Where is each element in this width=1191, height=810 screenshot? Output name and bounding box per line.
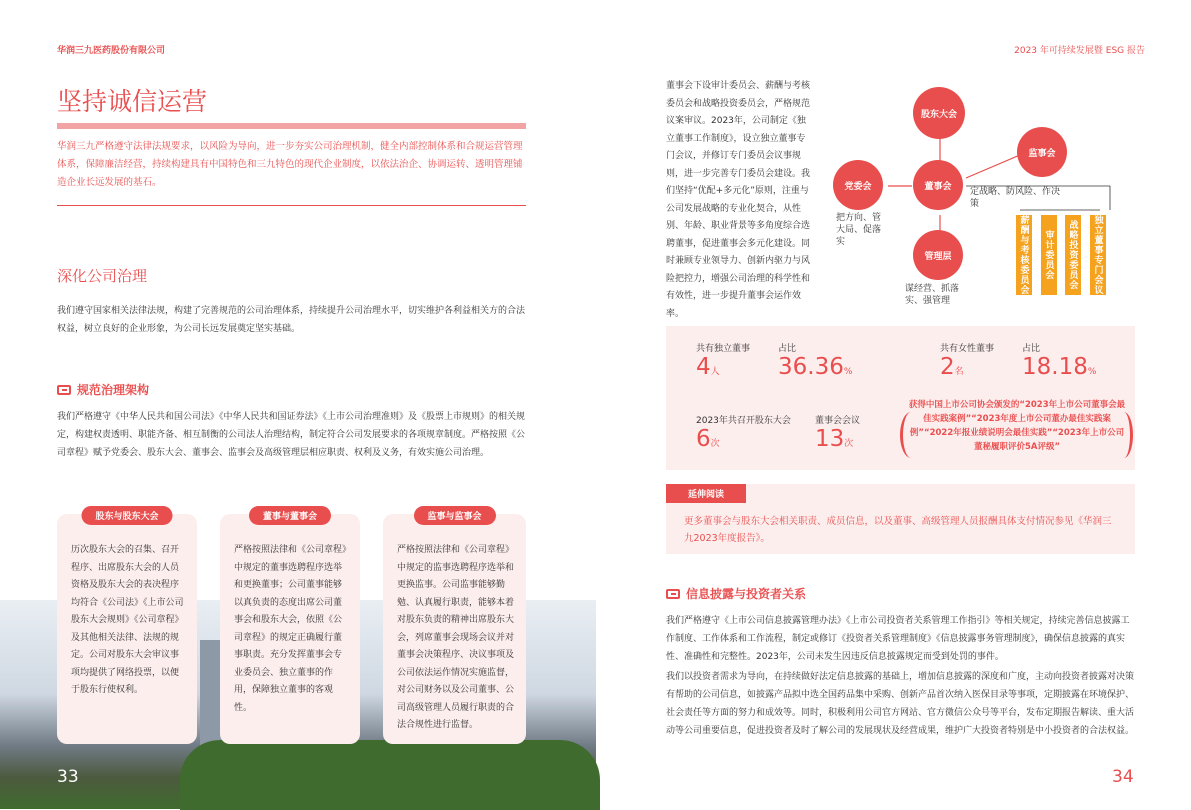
extended-reading-text: 更多董事会与股东大会相关职责、成员信息，以及董事、高级管理人员报酬具体支付情况参见《华润三九2023年度报告》。 bbox=[684, 516, 1112, 544]
stat-number: 36.36 bbox=[778, 354, 844, 380]
company-name: 华润三九医药股份有限公司 bbox=[57, 46, 166, 56]
book-icon bbox=[666, 589, 680, 599]
book-icon bbox=[57, 385, 71, 395]
stat-female-value bbox=[940, 354, 964, 380]
committee-compensation: 薪酬与考核委员会 bbox=[1016, 215, 1032, 295]
stat-unit: 次 bbox=[710, 439, 720, 449]
report-title: 2023 年可持续发展暨 ESG 报告 bbox=[1014, 46, 1145, 56]
intro-text: 华润三九严格遵守法律法规要求，以风险为导向，进一步夯实公司治理机制，健全内部控制体系和合规运营管理体系，保障廉洁经营，持续构建具有中国特色和三九特色的现代企业制度，以依法治企、协调运转、透明管理铺造企业长远发展的基石。 bbox=[57, 141, 523, 188]
page-title: 坚持诚信运营 bbox=[57, 87, 208, 116]
stat-ratio2-label: 占比 bbox=[1022, 344, 1041, 354]
sub-heading-disclosure bbox=[666, 585, 806, 602]
stat-ratio1-label: 占比 bbox=[778, 344, 797, 354]
stat-meetings-label: 2023年共召开股东大会 bbox=[696, 416, 791, 426]
card-supervisors bbox=[383, 514, 526, 744]
sub-heading-label: 信息披露与投资者关系 bbox=[686, 587, 807, 601]
governance-text: 我们严格遵守《中华人民共和国公司法》《中华人民共和国证券法》《上市公司治理准则》及《股票上市规则》的相关规定，构建权责透明、职能齐备、相互制衡的公司法人治理结构，制定符合公司发展要求的各项规章制度。严格按照《公司章程》赋予党委会、股东大会、董事会、监事会及高级管理层相应职责、权利及义务，有效实施公司治理。 bbox=[57, 412, 526, 458]
node-supervisory: 监事会 bbox=[1017, 127, 1067, 177]
sub-heading-governance bbox=[57, 381, 149, 398]
sub-heading-label: 规范治理架构 bbox=[77, 383, 150, 397]
stat-board-value bbox=[815, 426, 853, 452]
stat-indep-label: 共有独立董事 bbox=[696, 344, 751, 354]
stat-female-label: 共有女性董事 bbox=[940, 344, 995, 354]
stat-unit: 人 bbox=[710, 367, 720, 377]
stat-unit: % bbox=[843, 367, 853, 377]
stat-number: 4 bbox=[696, 354, 711, 380]
connector-line bbox=[966, 155, 1020, 178]
board-note: 定战略、防风险、作决策 bbox=[970, 187, 1061, 209]
card-text: 严格按照法律和《公司章程》中规定的监事选聘程序选举和更换监事。公司监事能够勤勉、认真履行职责，能够本着对股东负责的精神出席股东大会，列席董事会现场会议并对董事会决策程序、决议事项及公司依法运作情况实施监督，对公司财务以及公司董事、公司高级管理人员履行职责的合法合规性进行监督。 bbox=[397, 545, 515, 730]
card-tag: 股东与股东大会 bbox=[81, 506, 172, 525]
stat-board-label: 董事会会议 bbox=[815, 416, 861, 426]
stat-unit: 名 bbox=[954, 367, 964, 377]
mgmt-note: 谋经营、抓落实、强管理 bbox=[905, 284, 960, 306]
stat-number: 18.18 bbox=[1022, 354, 1088, 380]
committee-independent: 独立董事专门会议 bbox=[1090, 215, 1106, 295]
page-number-left: 33 bbox=[57, 767, 79, 787]
stat-ratio1-value bbox=[778, 354, 852, 380]
stat-unit: % bbox=[1087, 367, 1097, 377]
page-number-right: 34 bbox=[1112, 767, 1134, 787]
committee-strategy: 战略投资委员会 bbox=[1065, 215, 1081, 295]
stat-number: 6 bbox=[696, 426, 711, 452]
stat-ratio2-value bbox=[1022, 354, 1096, 380]
party-note: 把方向、管大局、促落实 bbox=[836, 213, 882, 247]
stat-unit: 次 bbox=[844, 439, 854, 449]
node-shareholders: 股东大会 bbox=[913, 87, 965, 139]
section-text: 我们遵守国家相关法律法规，构建了完善规范的公司治理体系，持续提升公司治理水平，切实维护各利益相关方的合法权益，树立良好的企业形象，为公司长远发展奠定坚实基础。 bbox=[57, 306, 526, 334]
board-text: 董事会下设审计委员会、薪酬与考核委员会和战略投资委员会，严格规范议案审议。2023年，公司制定《独立董事工作制度》，设立独立董事专门会议，并修订专门委员会议事规则，进一步完善专门委员会建设。我们坚持“优配+多元化”原则，注重与公司发展战略的专业化契合，从性别、年龄、职业背景等多角度综合选聘董事，促进董事会多元化建设。同时兼顾专业领导力、创新内驱力与风险把控力，增强公司治理的科学性和有效性，进一步提升董事会运作效率。 bbox=[666, 81, 811, 319]
stat-number: 13 bbox=[815, 426, 845, 452]
title-divider bbox=[57, 123, 526, 129]
card-shareholders bbox=[57, 514, 197, 744]
extended-reading-tag: 延伸阅读 bbox=[666, 484, 746, 503]
intro-divider bbox=[57, 205, 526, 206]
stat-number: 2 bbox=[940, 354, 955, 380]
card-text: 历次股东大会的召集、召开程序、出席股东大会的人员资格及股东大会的表决程序均符合《公司法》《上市公司股东大会规则》《公司章程》及其他相关法律、法规的规定。公司对股东大会审议事项均提供了网络投票，以便于股东行使权利。 bbox=[71, 545, 184, 695]
stat-indep-value bbox=[696, 354, 720, 380]
card-tag: 监事与监事会 bbox=[413, 506, 495, 525]
section-title: 深化公司治理 bbox=[57, 267, 148, 285]
node-party: 党委会 bbox=[833, 160, 883, 210]
card-tag: 董事与董事会 bbox=[249, 506, 331, 525]
card-directors bbox=[220, 514, 360, 744]
disclosure-text-2: 我们以投资者需求为导向，在持续做好法定信息披露的基础上，增加信息披露的深度和广度，主动向投资者披露对决策有帮助的公司信息，如披露产品拟中选全国药品集中采购、创新产品首次纳入医保目录等事项，定期披露在环境保护、社会责任等方面的努力和成效等。同时，积极利用公司官方网站、官方微信公众号等平台，发布定期报告解读、重大活动等公司重要信息，促进投资者及时了解公司的发展现状及经营成果，维护广大投资者特别是中小投资者的合法权益。 bbox=[666, 672, 1135, 736]
award-text: 获得中国上市公司协会颁发的“2023年上市公司董事会最佳实践案例”“2023年度上市公司董办最佳实践案例”“2022年报业绩说明会最佳实践”“2023年上市公司董秘履职评价5A评级” bbox=[908, 400, 1126, 452]
disclosure-text-1: 我们严格遵守《上市公司信息披露管理办法》《上市公司投资者关系管理工作指引》等相关规定，持续完善信息披露工作制度、工作体系和工作流程，制定或修订《投资者关系管理制度》《信息披露事务管理制度》，确保信息披露的真实性、准确性和完整性。2023年，公司未发生因违反信息披露规定而受到处罚的事件。 bbox=[666, 616, 1130, 662]
committee-audit: 审计委员会 bbox=[1041, 215, 1057, 295]
card-text: 严格按照法律和《公司章程》中规定的董事选聘程序选举和更换董事；公司董事能够以真负责的态度出席公司董事会和股东大会，依照《公司章程》的规定正确履行董事职责。充分发挥董事会专业委员会、独立董事的作用，保障独立董事的客观性。 bbox=[234, 545, 347, 713]
stat-meetings-value bbox=[696, 426, 720, 452]
trees-shape bbox=[180, 740, 600, 810]
node-management: 管理层 bbox=[913, 230, 963, 280]
node-board: 董事会 bbox=[913, 160, 963, 210]
